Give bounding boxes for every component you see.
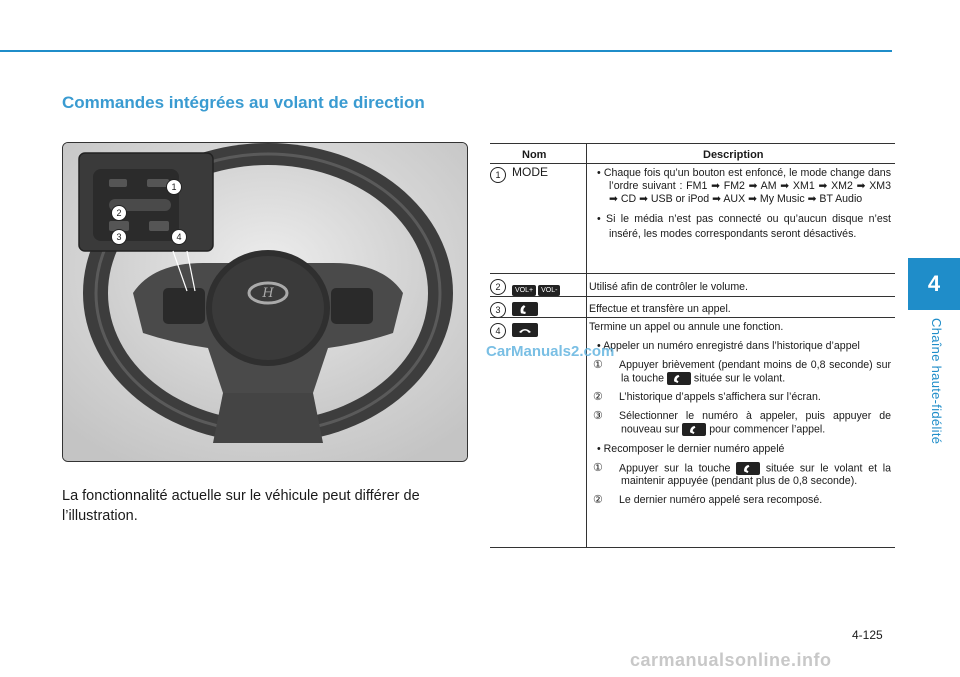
desc-step — [595, 462, 891, 488]
step-text: Appuyer sur la touche — [619, 461, 731, 474]
desc-step — [595, 410, 891, 436]
step-marker: ① — [593, 359, 603, 371]
step-marker: ② — [593, 493, 603, 506]
volume-buttons — [512, 279, 562, 297]
vol-down-button: VOL- — [538, 285, 560, 296]
desc-paragraph: Termine un appel ou annule une fonction. — [589, 321, 784, 333]
desc-paragraph: • Recomposer le dernier numéro appelé — [597, 442, 785, 455]
row-number-text: 1 — [495, 169, 501, 180]
callout-label: 3 — [116, 232, 122, 242]
step-marker: ② — [593, 391, 603, 404]
mode-button-label: MODE — [512, 165, 548, 179]
desc-step — [595, 494, 891, 507]
call-button — [512, 300, 538, 318]
column-header-name: Nom — [522, 149, 547, 161]
step-text: L’historique d’appels s’affichera sur l’écran. — [619, 391, 821, 404]
row-4-description — [589, 321, 891, 513]
watermark-carmanualsonline: carmanualsonline.info — [630, 650, 832, 670]
desc-paragraph: • Appeler un numéro enregistré dans l’historique d’appel — [597, 340, 860, 352]
phone-call-icon — [736, 462, 760, 475]
callout-3 — [111, 229, 127, 245]
row-number-text: 3 — [495, 304, 501, 315]
phone-call-icon — [682, 423, 706, 436]
callout-label: 2 — [116, 208, 122, 218]
callout-label: 1 — [171, 182, 177, 192]
figure-caption: La fonctionnalité actuelle sur le véhicule peut différer de l’illustration. — [62, 488, 420, 524]
desc-paragraph: Effectue et transfère un appel. — [589, 303, 731, 315]
desc-paragraph: • Chaque fois qu’un bouton est enfoncé, le mode change dans l’ordre suivant : FM1 ➡ FM2 ➡ AM ➡ XM1 ➡ XM2 ➡ XM3 ➡ CD ➡ USB or iPod ➡ AUX ➡ My Music ➡ BT Audio — [597, 167, 891, 205]
steering-wheel-figure — [62, 142, 468, 462]
column-header-description: Description — [703, 149, 764, 161]
chapter-title: Chaîne haute-fidélité — [929, 318, 944, 445]
svg-text:H: H — [262, 286, 274, 301]
end-call-button — [512, 321, 538, 339]
desc-paragraph: Utilisé afin de contrôler le volume. — [589, 281, 748, 293]
step-text: située sur le volant. — [693, 372, 786, 385]
step-text: pour commencer l’appel. — [709, 423, 826, 436]
row-number-text: 2 — [495, 281, 501, 292]
step-text: Sélectionner le numéro à appeler, puis appuyer de nouveau sur — [619, 410, 891, 436]
row-number — [490, 323, 506, 339]
row-3-description — [589, 303, 891, 322]
vol-up-button: VOL+ — [512, 285, 536, 296]
callout-label: 4 — [176, 232, 182, 242]
row-number-text: 4 — [495, 325, 501, 336]
phone-call-icon — [512, 302, 538, 316]
watermark-carmanuals2: CarManuals2.com — [486, 343, 615, 360]
callout-1 — [166, 179, 182, 195]
step-marker: ① — [593, 461, 603, 474]
steering-wheel-illustration — [63, 143, 467, 461]
callout-4 — [171, 229, 187, 245]
header-rule — [0, 50, 892, 52]
step-marker: ③ — [593, 410, 603, 423]
phone-hangup-icon — [512, 323, 538, 337]
desc-step — [595, 391, 891, 404]
step-text: Appuyer brièvement (pendant moins de 0,8 seconde) sur la touche — [619, 359, 891, 385]
section-title: Commandes intégrées au volant de direction — [62, 93, 425, 112]
row-2-description — [589, 281, 891, 300]
row-number — [490, 167, 506, 183]
chapter-number-tab: 4 — [908, 258, 960, 310]
callout-2 — [111, 205, 127, 221]
step-text: Le dernier numéro appelé sera recomposé. — [619, 493, 823, 506]
row-1-description — [589, 167, 891, 248]
page-number: 4-125 — [852, 628, 883, 642]
desc-step — [595, 359, 891, 385]
row-number — [490, 279, 506, 295]
step-text: située sur le volant et la maintenir appuyée (pendant plus de 0,8 seconde). — [621, 461, 891, 487]
desc-paragraph: • Si le média n’est pas connecté ou qu’aucun disque n’est inséré, les modes correspondants seront désactivés. — [597, 213, 891, 240]
row-number — [490, 302, 506, 318]
phone-call-icon — [667, 372, 691, 385]
